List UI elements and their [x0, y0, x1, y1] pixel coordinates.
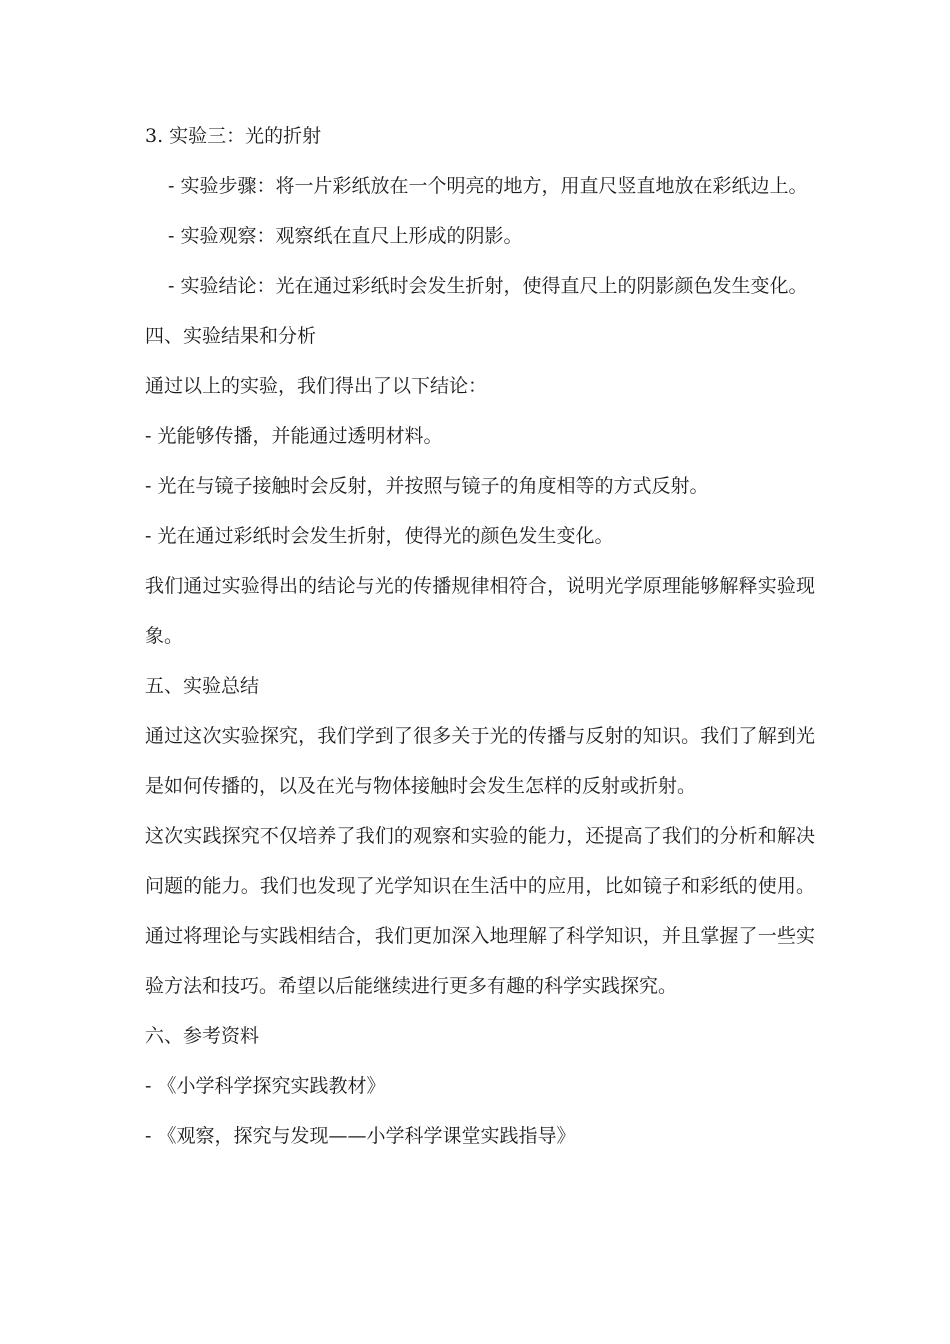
summary-paragraph-2-line-2: 问题的能力。我们也发现了光学知识在生活中的应用，比如镜子和彩纸的使用。	[145, 875, 815, 897]
results-paragraph-line-1: 我们通过实验得出的结论与光的传播规律相符合，说明光学原理能够解释实验现	[145, 575, 815, 597]
summary-paragraph-2-line-1: 这次实践探究不仅培养了我们的观察和实验的能力，还提高了我们的分析和解决	[145, 825, 815, 847]
experiment-3-observation: - 实验观察：观察纸在直尺上形成的阴影。	[168, 225, 523, 247]
experiment-3-steps: - 实验步骤：将一片彩纸放在一个明亮的地方，用直尺竖直地放在彩纸边上。	[168, 175, 808, 197]
results-intro: 通过以上的实验，我们得出了以下结论：	[145, 375, 488, 397]
result-item-3: - 光在通过彩纸时会发生折射，使得光的颜色发生变化。	[145, 525, 614, 547]
experiment-3-conclusion: - 实验结论：光在通过彩纸时会发生折射，使得直尺上的阴影颜色发生变化。	[168, 275, 808, 297]
section-heading-references: 六、参考资料	[145, 1025, 260, 1047]
results-paragraph-line-2: 象。	[145, 625, 184, 647]
reference-item-2: - 《观察，探究与发现——小学科学课堂实践指导》	[145, 1125, 576, 1147]
section-heading-results: 四、实验结果和分析	[145, 325, 317, 347]
section-heading-experiment-3: 3. 实验三：光的折射	[145, 125, 322, 147]
reference-item-1: - 《小学科学探究实践教材》	[145, 1075, 386, 1097]
section-heading-summary: 五、实验总结	[145, 675, 260, 697]
summary-paragraph-1-line-2: 是如何传播的，以及在光与物体接触时会发生怎样的反射或折射。	[145, 775, 697, 797]
summary-paragraph-2-line-3: 通过将理论与实践相结合，我们更加深入地理解了科学知识，并且掌握了一些实	[145, 925, 815, 947]
summary-paragraph-2-line-4: 验方法和技巧。希望以后能继续进行更多有趣的科学实践探究。	[145, 975, 678, 997]
result-item-2: - 光在与镜子接触时会反射，并按照与镜子的角度相等的方式反射。	[145, 475, 709, 497]
summary-paragraph-1-line-1: 通过这次实验探究，我们学到了很多关于光的传播与反射的知识。我们了解到光	[145, 725, 815, 747]
result-item-1: - 光能够传播，并能通过透明材料。	[145, 425, 443, 447]
